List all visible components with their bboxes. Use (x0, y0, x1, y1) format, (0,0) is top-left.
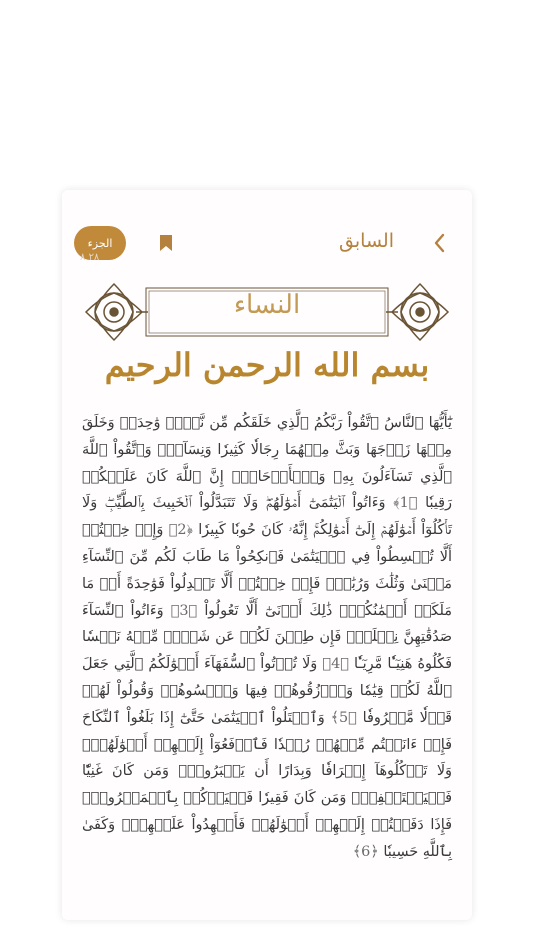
bookmark-icon[interactable] (158, 234, 174, 252)
ayah-4-marker: ﴿4﴾ (322, 656, 349, 673)
ayah-1-marker: ﴿1﴾ (393, 495, 418, 512)
ornament-left-icon (86, 284, 148, 340)
ayah-6[interactable] (82, 710, 452, 860)
ayah-3-marker: ﴿3﴾ (170, 602, 198, 619)
basmala: بسم الله الرحمن الرحيم (104, 346, 430, 384)
ayah-text-block[interactable] (82, 410, 452, 866)
ayah-3-text: وَإِنۡ خِفۡتُمۡ أَلَّا تُقۡسِطُواْ فِي ٱلۡيَتَٰمَىٰ فَٱنكِحُواْ مَا طَابَ لَكُم مِّنَ ٱلنِّسَآءِ مَثۡنَىٰ وَثُلَٰثَ وَرُبَٰعَۖ فَإِنۡ خِفۡتُمۡ أَلَّا تَعۡدِلُواْ فَوَٰحِدَةً أَوۡ مَا مَلَكَتۡ أَيۡمَٰنُكُمۡۚ ذَٰلِكَ أَدۡنَىٰٓ أَلَّا تَعُولُواْ (82, 522, 452, 619)
chevron-left-icon[interactable] (432, 232, 448, 254)
surah-name: النساء (233, 290, 301, 320)
ayah-1-text: يَٰٓأَيُّهَا ٱلنَّاسُ ٱتَّقُواْ رَبَّكُمُ ٱلَّذِي خَلَقَكُم مِّن نَّفۡسٖ وَٰحِدَةٖ وَخَلَقَ مِنۡهَا زَوۡجَهَا وَبَثَّ مِنۡهُمَا رِجَالٗا كَثِيرٗا وَنِسَآءٗۚ وَٱتَّقُواْ ٱللَّهَ ٱلَّذِي تَسَآءَلُونَ بِهِۦ وَٱلۡأَرۡحَامَۚ إِنَّ ٱللَّهَ كَانَ عَلَيۡكُمۡ رَقِيبٗا (82, 415, 452, 512)
reader-card (62, 190, 472, 920)
ornament-right-icon (386, 284, 448, 340)
ayah-6-text: وَٱبۡتَلُواْ ٱلۡيَتَٰمَىٰ حَتَّىٰٓ إِذَا بَلَغُواْ ٱلنِّكَاحَ فَإِنۡ ءَانَسۡتُم مِّنۡهُمۡ رُشۡدٗا فَٱدۡفَعُوٓاْ إِلَيۡهِمۡ أَمۡوَٰلَهُمۡۖ وَلَا تَأۡكُلُوهَآ إِسۡرَافٗا وَبِدَارًا أَن يَكۡبَرُواْۚ وَمَن كَانَ غَنِيّٗا فَلۡيَسۡتَعۡفِفۡۖ وَمَن كَانَ فَقِيرٗا فَلۡيَأۡكُلۡ بِٱلۡمَعۡرُوفِۚ فَإِذَا دَفَعۡتُمۡ إِلَيۡهِمۡ أَمۡوَٰلَهُمۡ فَأَشۡهِدُواْ عَلَيۡهِمۡۚ وَكَفَىٰ بِٱللَّهِ حَسِيبٗا (82, 709, 452, 860)
ayah-2-marker: ﴿2﴾ (168, 522, 193, 539)
juz-faded-number: ٢٨ ٨ (80, 252, 100, 263)
ayah-5-marker: ﴿5﴾ (330, 709, 357, 726)
juz-label: الجزء (87, 236, 113, 250)
ayah-2-text: وَءَاتُواْ ٱلۡيَتَٰمَىٰٓ أَمۡوَٰلَهُمۡۖ وَلَا تَتَبَدَّلُواْ ٱلۡخَبِيثَ بِٱلطَّيِّبِۖ وَلَا تَأۡكُلُوٓاْ أَمۡوَٰلَهُمۡ إِلَىٰٓ أَمۡوَٰلِكُمۡۚ إِنَّهُۥ كَانَ حُوبٗا كَبِيرٗا (82, 495, 453, 539)
previous-label[interactable]: السابق (339, 230, 394, 252)
reader-toolbar (62, 190, 472, 270)
ayah-6-marker: ﴿6﴾ (352, 843, 379, 860)
ayah-5-text: وَلَا تُؤۡتُواْ ٱلسُّفَهَآءَ أَمۡوَٰلَكُمُ ٱلَّتِي جَعَلَ ٱللَّهُ لَكُمۡ قِيَٰمٗا وَٱرۡزُقُوهُمۡ فِيهَا وَٱكۡسُوهُمۡ وَقُولُواْ لَهُمۡ قَوۡلٗا مَّعۡرُوفٗا (82, 656, 452, 726)
ayah-4-text: وَءَاتُواْ ٱلنِّسَآءَ صَدُقَٰتِهِنَّ نِحۡلَةٗۚ فَإِن طِبۡنَ لَكُمۡ عَن شَيۡءٖ مِّنۡهُ نَفۡسٗا فَكُلُوهُ هَنِيٓـٔٗا مَّرِيٓـٔٗا (82, 602, 453, 673)
